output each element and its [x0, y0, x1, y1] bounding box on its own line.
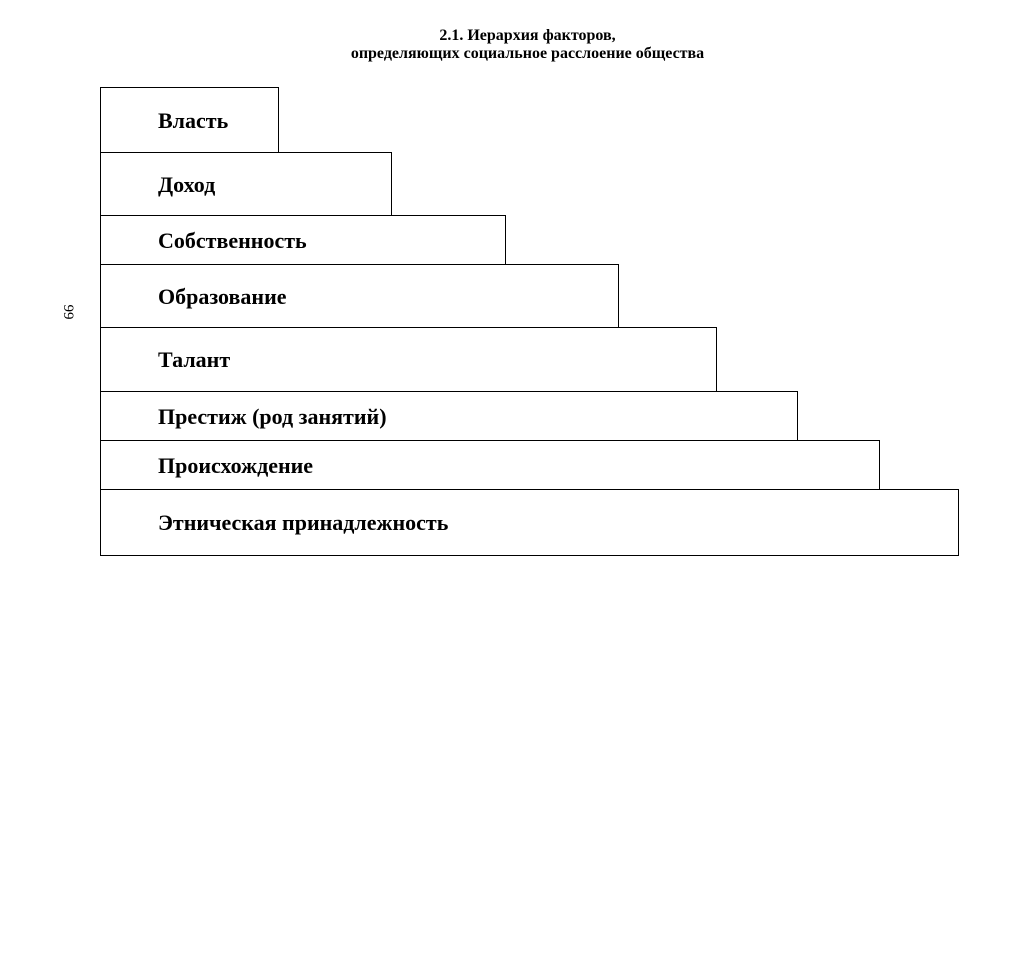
step-prestige [100, 391, 798, 442]
diagram-title-line-1: 2.1. Иерархия факторов, [439, 27, 616, 44]
step-talent [100, 327, 717, 393]
diagram-title-line-2: определяющих социальное расслоение общества [350, 45, 705, 62]
step-label: Образование [158, 283, 287, 309]
page-number: 99 [60, 304, 76, 320]
step-label: Собственность [158, 227, 307, 253]
step-label: Происхождение [158, 453, 314, 478]
step-label: Талант [158, 347, 231, 372]
step-label: Власть [158, 107, 229, 133]
step-label: Доход [158, 171, 216, 197]
step-label: Этническая принадлежность [158, 509, 449, 535]
step-property [100, 215, 506, 266]
step-origin [100, 440, 880, 492]
step-label: Престиж (род занятий) [158, 403, 387, 429]
step-income [100, 152, 392, 217]
step-education [100, 264, 619, 329]
step-ethnicity [100, 489, 959, 556]
step-power [100, 87, 279, 154]
